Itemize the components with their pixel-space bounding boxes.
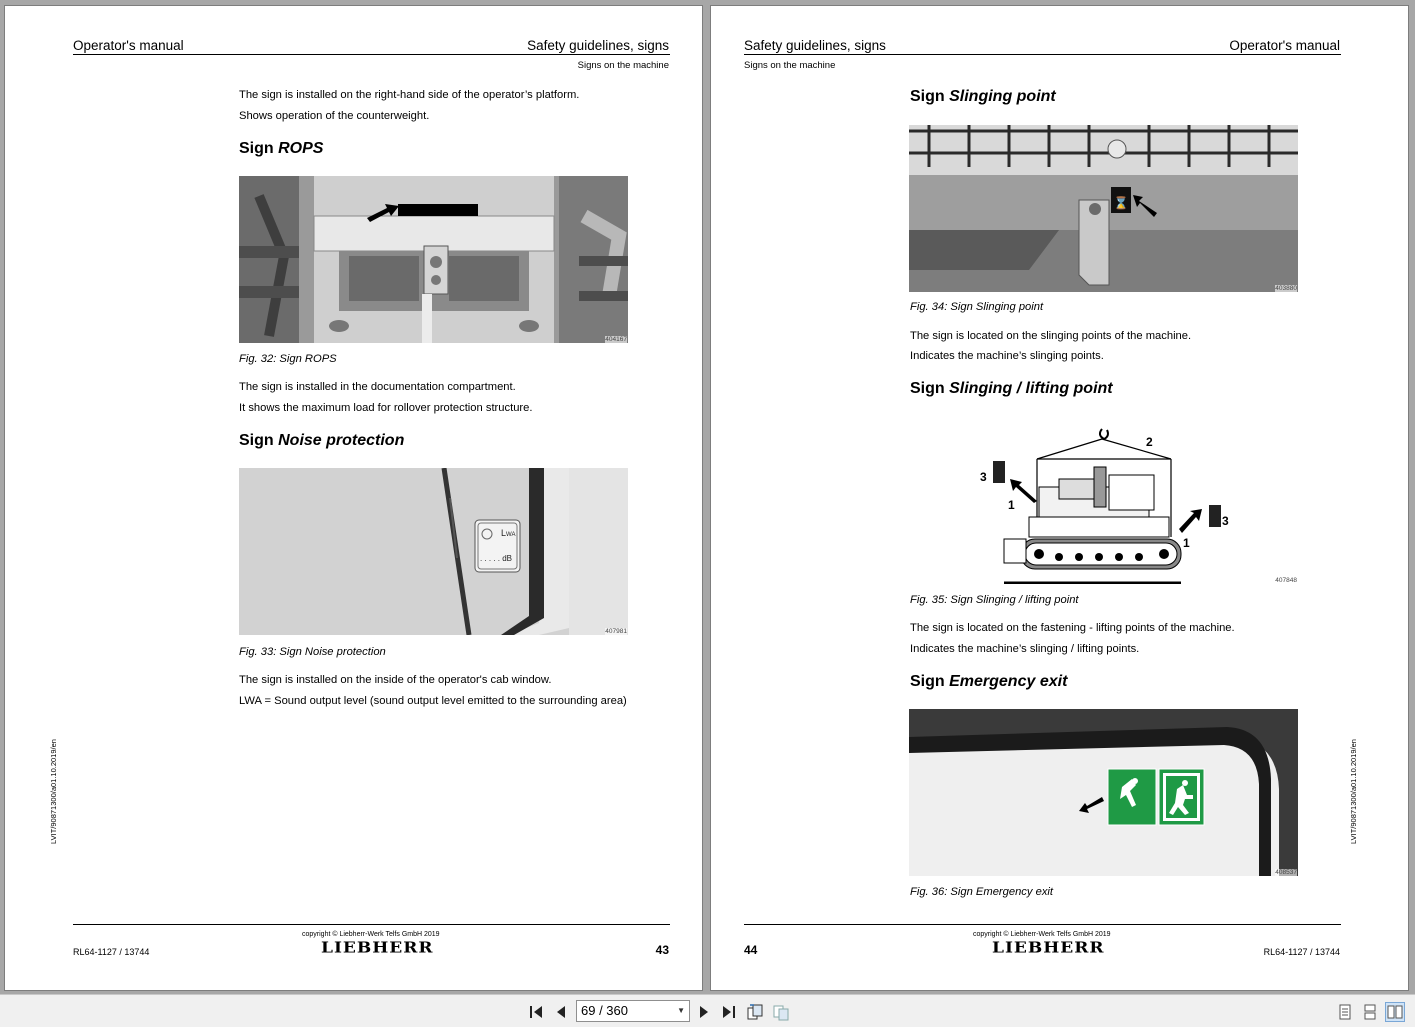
first-page-icon [529,1005,545,1019]
intro-line-1: The sign is installed on the right-hand side of the operator’s platform. [239,89,580,101]
lifting-text-2: Indicates the machine’s slinging / lifting points. [910,643,1140,655]
figure-id: 407848 [1275,577,1297,584]
figure-slinging-lifting [909,417,1298,584]
footer-copyright: copyright © Liebherr-Werk Telfs GmbH 2019 [302,931,440,938]
side-code: LVIT/90871300/a01.10.2019/en [49,739,58,844]
single-page-view-icon [1338,1004,1352,1020]
previous-page-icon [555,1005,567,1019]
caption-fig32: Fig. 32: Sign ROPS [239,353,337,365]
intro-line-2: Shows operation of the counterweight. [239,110,430,122]
callout-1-right: 1 [1183,536,1190,550]
liebherr-logo: LIEBHERR [321,939,434,957]
figure-id: 404167 [605,336,627,343]
noise-text-1: The sign is installed on the inside of the operator's cab window. [239,674,552,686]
caption-fig35: Fig. 35: Sign Slinging / lifting point [910,594,1079,606]
figure-emergency-exit [909,709,1298,876]
page-number: 44 [744,943,758,957]
footer-doc-number: RL64-1127 / 13744 [73,947,150,957]
noise-sign-label: LWA [501,528,516,538]
two-page-view-button[interactable] [1385,1002,1405,1022]
copy-button[interactable] [771,1002,791,1022]
previous-page-button[interactable] [551,1002,571,1022]
slinging-text-1: The sign is located on the slinging points of the machine. [910,330,1192,342]
page-indicator: 69 / 360 [581,1003,628,1018]
header-right: Safety guidelines, signs [527,38,669,53]
heading-rops: Sign ROPS [239,140,324,157]
copy-icon [772,1003,790,1021]
footer-copyright: copyright © Liebherr-Werk Telfs GmbH 2019 [973,931,1111,938]
callout-1-left: 1 [1008,498,1015,512]
svg-text:⌛: ⌛ [1113,196,1129,210]
caption-fig36: Fig. 36: Sign Emergency exit [910,886,1054,898]
callout-3-left: 3 [980,470,987,484]
page-number-select[interactable] [576,1000,690,1022]
liebherr-logo: LIEBHERR [992,939,1105,957]
noise-sign-unit: . . . . . dB [480,554,513,563]
heading-slinging: Sign Slinging point [910,88,1056,105]
rotate-button[interactable] [745,1002,765,1022]
heading-emergency-exit: Sign Emergency exit [910,673,1068,690]
footer-doc-number: RL64-1127 / 13744 [1263,947,1340,957]
lifting-text-1: The sign is located on the fastening - lifting points of the machine. [910,622,1235,634]
header-rule [744,54,1341,55]
first-page-button[interactable] [527,1002,547,1022]
rops-text-1: The sign is installed in the documentation compartment. [239,381,516,393]
caption-fig34: Fig. 34: Sign Slinging point [910,301,1044,313]
header-subtitle: Signs on the machine [744,60,836,71]
rops-text-2: It shows the maximum load for rollover protection structure. [239,402,533,414]
rotate-icon [746,1003,764,1021]
figure-id: 407981 [605,628,627,635]
last-page-icon [720,1005,736,1019]
two-page-view-icon [1387,1004,1403,1020]
page-number: 43 [655,943,669,957]
header-left: Operator's manual [73,38,184,53]
figure-id: 403880 [1275,285,1297,292]
figure-rops [239,176,628,343]
heading-noise: Sign Noise protection [239,432,405,449]
continuous-view-icon [1363,1004,1377,1020]
figure-noise [239,468,628,635]
header-left: Safety guidelines, signs [744,38,886,53]
heading-slinging-lifting: Sign Slinging / lifting point [910,380,1113,397]
last-page-button[interactable] [718,1002,738,1022]
callout-2: 2 [1146,435,1153,449]
header-rule [73,54,670,55]
viewer-toolbar [0,994,1415,1027]
caption-fig33: Fig. 33: Sign Noise protection [239,646,386,658]
figure-id: 408537 [1275,869,1297,876]
single-page-view-button[interactable] [1335,1002,1355,1022]
callout-3-right: 3 [1222,514,1229,528]
figure-slinging [909,125,1298,292]
page-43 [4,5,703,991]
chevron-down-icon: ▼ [677,1006,685,1015]
next-page-button[interactable] [694,1002,714,1022]
noise-text-2: LWA = Sound output level (sound output level emitted to the surrounding area) [239,695,627,707]
continuous-view-button[interactable] [1360,1002,1380,1022]
footer-rule [744,924,1341,925]
next-page-icon [698,1005,710,1019]
page-44 [710,5,1409,991]
side-code: LVIT/90871300/a01.10.2019/en [1349,739,1358,844]
header-right: Operator's manual [1229,38,1340,53]
footer-rule [73,924,670,925]
header-subtitle: Signs on the machine [577,60,669,71]
slinging-text-2: Indicates the machine’s slinging points. [910,350,1104,362]
